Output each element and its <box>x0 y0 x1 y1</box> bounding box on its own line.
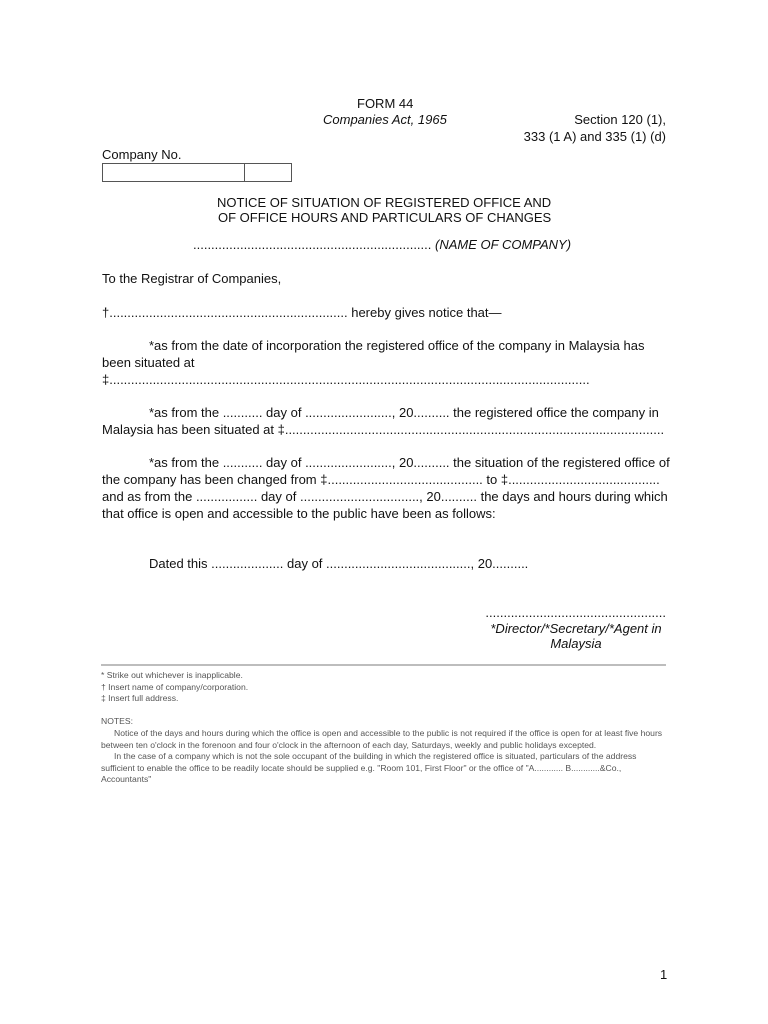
paragraph-2-line-2: Malaysia has been situated at ‡......................................................................................................... <box>102 422 665 437</box>
footnote-strike-out: * Strike out whichever is inapplicable. <box>101 670 243 680</box>
paragraph-2-line-1: *as from the ........... day of ........................, 20.......... the registered office the company in <box>149 405 659 420</box>
page-number: 1 <box>660 967 668 982</box>
act-reference: Companies Act, 1965 <box>323 112 447 127</box>
paragraph-3-line-2: the company has been changed from ‡........................................... to ‡.......................................... <box>102 472 660 487</box>
signatory-role-line-2: Malaysia <box>550 636 602 651</box>
form-title: FORM 44 <box>357 96 414 111</box>
dated-line: Dated this .................... day of ........................................, 20.......... <box>149 556 529 571</box>
section-reference-line-1: Section 120 (1), <box>574 112 666 127</box>
signatory-role-line-1: *Director/*Secretary/*Agent in <box>490 621 662 636</box>
paragraph-3-line-4: that office is open and accessible to the public have been as follows: <box>102 506 496 521</box>
notes-heading: NOTES: <box>101 716 133 726</box>
note-office-hours: Notice of the days and hours during which the office is open and accessible to the public is not required if the office is open for at least five hours between ten o'clock in the forenoon and four o'clock in the afternoon of each day, Saturdays, weekly and public holidays excepted. <box>101 728 663 750</box>
paragraph-3-line-3: and as from the ................. day of ................................., 20.......... the days and hours during which <box>102 489 668 504</box>
section-reference-line-2: 333 (1 A) and 335 (1) (d) <box>523 129 666 144</box>
footnote-insert-name: † Insert name of company/corporation. <box>101 682 249 692</box>
company-no-label: Company No. <box>102 147 182 162</box>
company-name-dots: .................................................................. <box>193 237 432 252</box>
footnote-divider <box>101 664 666 666</box>
paragraph-1-line-1: *as from the date of incorporation the registered office of the company in Malaysia has <box>149 338 645 353</box>
footnote-insert-address: ‡ Insert full address. <box>101 693 179 703</box>
company-name-line <box>193 237 571 253</box>
notice-heading-line-1: NOTICE OF SITUATION OF REGISTERED OFFICE AND <box>217 195 552 210</box>
note-shared-building: In the case of a company which is not the sole occupant of the building in which the registered office is situated, particulars of the address sufficient to enable the office to be readily locate should be supplied e.g. "Room 101, First Floor" or the office of "A............ B............&Co., Accountants" <box>101 751 637 784</box>
gives-notice-line: †.................................................................. hereby gives notice that— <box>102 305 502 320</box>
addressee: To the Registrar of Companies, <box>102 271 282 286</box>
company-name-label: (NAME OF COMPANY) <box>435 237 572 252</box>
signature-dots: .................................................. <box>485 605 666 620</box>
notice-heading-line-2: OF OFFICE HOURS AND PARTICULARS OF CHANGES <box>218 210 552 225</box>
paragraph-1-line-3: ‡..................................................................................................................................... <box>102 372 590 387</box>
paragraph-1-line-2: been situated at <box>102 355 195 370</box>
paragraph-3-line-1: *as from the ........... day of ........................, 20.......... the situation of the registered office of <box>149 455 670 470</box>
company-no-field[interactable] <box>102 163 245 182</box>
company-no-suffix-field[interactable] <box>244 163 292 182</box>
